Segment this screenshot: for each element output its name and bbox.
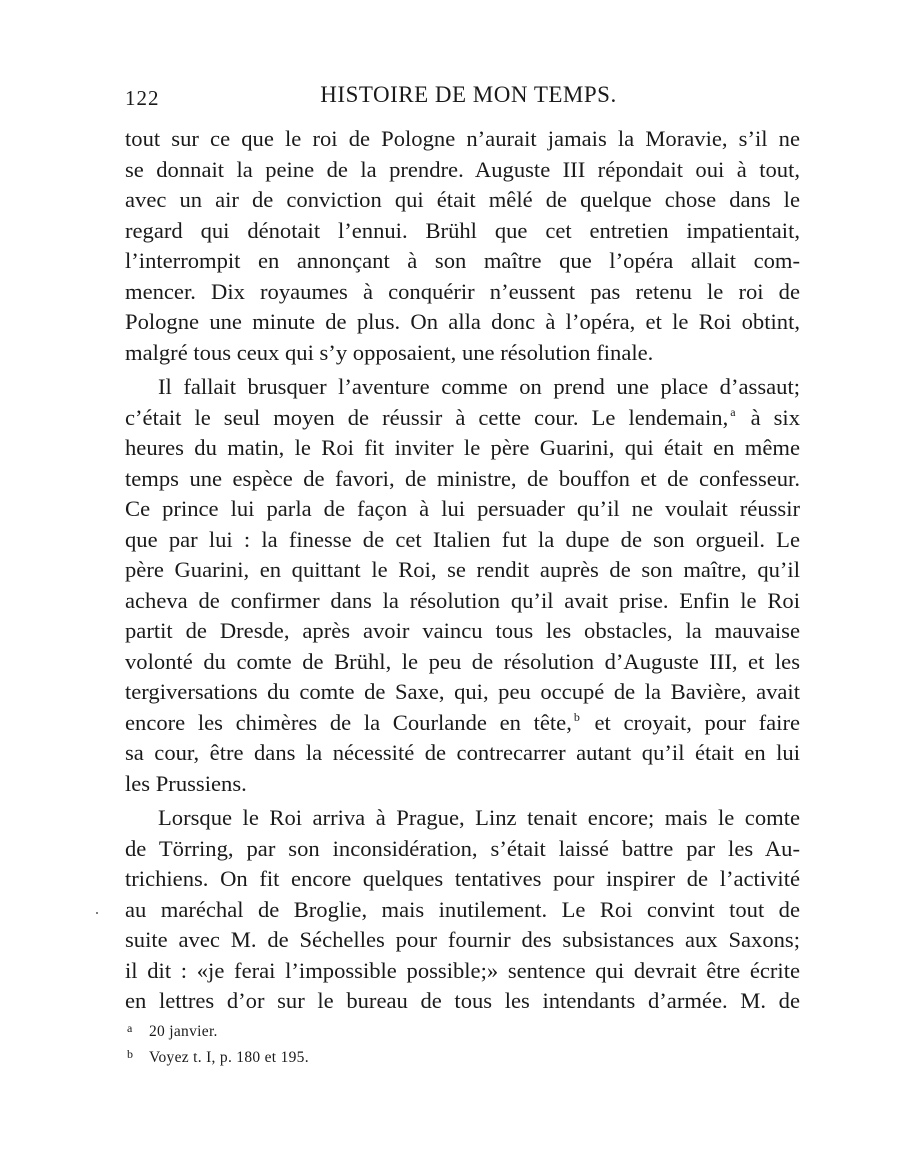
text-line: volonté du comte de Brühl, le peu de résolution d’Auguste III, et les (125, 648, 800, 674)
text-line: tout sur ce que le roi de Pologne n’aurait jamais la Moravie, s’il ne (125, 126, 800, 151)
text-line: sa cour, être dans la nécessité de contrecarrer autant qu’il était en lui (125, 740, 800, 765)
footnote-ref-a[interactable]: a (730, 404, 736, 419)
footnote-text: Voyez t. I, p. 180 et 195. (149, 1049, 309, 1066)
text-line: Il fallait brusquer l’aventure comme on prend une place d’assaut; (158, 374, 800, 399)
footnote-mark: a (127, 1021, 133, 1035)
text-line-with-note-b (125, 708, 800, 739)
text-line: Lorsque le Roi arriva à Prague, Linz tenait encore; mais le comte (158, 805, 800, 830)
text-segment: encore les chimères de la Courlande en tête, (125, 709, 572, 735)
text-line: trichiens. On fit encore quelques tentatives pour inspirer de l’activité (125, 866, 800, 891)
text-line: mencer. Dix royaumes à conquérir n’eussent pas retenu le roi de (125, 278, 800, 304)
text-line: se donnait la peine de la prendre. Auguste III répondait oui à tout, (125, 156, 800, 182)
text-line: temps une espèce de favori, de ministre, de bouffon et de confesseur. (125, 465, 800, 491)
paragraph-1 (125, 124, 800, 368)
page-number: 122 (125, 86, 160, 110)
text-line: Pologne une minute de plus. On alla donc à l’opéra, et le Roi obtint, (125, 309, 800, 334)
paragraph-3 (125, 803, 800, 1017)
text-line: l’interrompit en annonçant à son maître que l’opéra allait com- (125, 248, 800, 273)
text-segment: et croyait, pour faire (594, 709, 800, 735)
print-speck (96, 912, 98, 914)
running-title: HISTOIRE DE MON TEMPS. (320, 82, 617, 107)
text-line: malgré tous ceux qui s’y opposaient, une résolution finale. (125, 339, 654, 365)
footnote-b (125, 1041, 800, 1067)
text-line: suite avec M. de Séchelles pour fournir des subsistances aux Saxons; (125, 927, 800, 952)
text-line: avec un air de conviction qui était mêlé de quelque chose dans le (125, 187, 800, 212)
text-line-with-note-a (125, 403, 800, 434)
footnote-mark: b (127, 1047, 134, 1061)
footnote-a (125, 1015, 800, 1041)
footnote-text: 20 janvier. (149, 1023, 218, 1040)
text-line: il dit : «je ferai l’impossible possible;» sentence qui devrait être écrite (125, 957, 800, 983)
text-line: que par lui : la finesse de cet Italien fut la dupe de son orgueil. Le (125, 526, 800, 552)
footnotes (125, 1015, 800, 1067)
text-segment: à six (750, 404, 800, 430)
text-line: les Prussiens. (125, 770, 247, 796)
text-line: au maréchal de Broglie, mais inutilement. Le Roi convint tout de (125, 896, 800, 922)
running-head (125, 82, 800, 112)
text-line: partit de Dresde, après avoir vaincu tous les obstacles, la mauvaise (125, 618, 800, 643)
text-line: en lettres d’or sur le bureau de tous les intendants d’armée. M. de (125, 988, 800, 1013)
text-line: de Törring, par son inconsidération, s’était laissé battre par les Au- (125, 835, 800, 861)
text-line: regard qui dénotait l’ennui. Brühl que cet entretien impatientait, (125, 217, 800, 243)
text-segment: c’était le seul moyen de réussir à cette cour. Le lendemain, (125, 404, 729, 430)
footnote-ref-b[interactable]: b (573, 709, 580, 724)
text-line: heures du matin, le Roi fit inviter le père Guarini, qui était en même (125, 435, 800, 460)
body-text (125, 124, 800, 1021)
text-line: tergiversations du comte de Saxe, qui, peu occupé de la Bavière, avait (125, 679, 800, 704)
paragraph-2 (125, 372, 800, 799)
text-line: acheva de confirmer dans la résolution qu’il avait prise. Enfin le Roi (125, 587, 800, 613)
text-line: Ce prince lui parla de façon à lui persuader qu’il ne voulait réussir (125, 496, 800, 521)
text-line: père Guarini, en quittant le Roi, se rendit auprès de son maître, qu’il (125, 557, 800, 582)
